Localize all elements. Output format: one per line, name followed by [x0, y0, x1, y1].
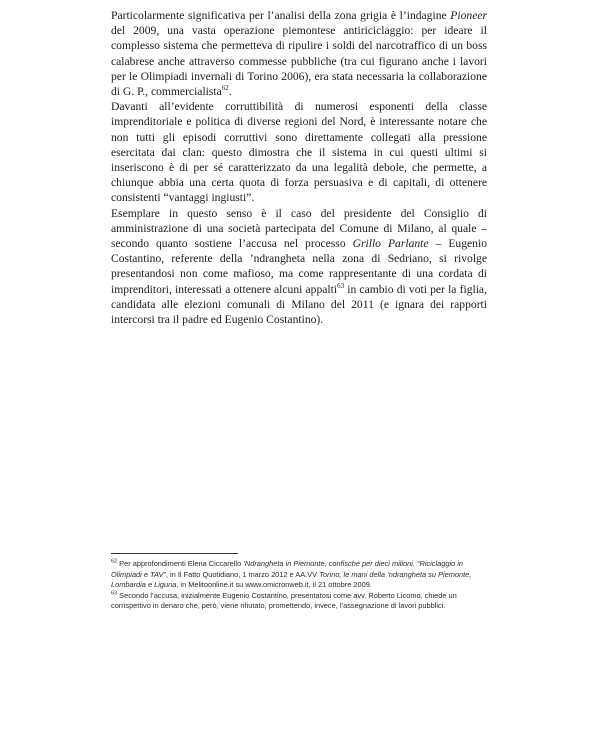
italic-title: Grillo Parlante — [352, 237, 429, 251]
footnote-number: 62 — [111, 558, 118, 565]
paragraph-esemplare — [111, 206, 487, 328]
footnote-text: , in Il Fatto Quotidiano, 1 marzo 2012 e AA.VV — [165, 569, 320, 579]
body-text — [111, 8, 487, 327]
footnote-text: Per approfondimenti Elena Ciccarello — [117, 559, 244, 568]
paragraph-corruttibilita: Davanti all’evidente corruttibilità di numerosi esponenti della classe imprenditoriale e politica di diverse regioni del Nord, è interessante notare che non tutti gli episodi corruttivi sono direttamente collegati alla pressione esercitata dai clan: questo dimostra che il sistema in cui questi ultimi si inseriscono è di per sé caratterizzato da una legalità debole, che permette, a chiunque abbia una certa quota di forza persuasiva e di capitali, di ottenere consistenti “vantaggi ingiusti”. — [111, 100, 487, 205]
paragraph-pioneer — [111, 8, 487, 99]
footnote-ref-62: 62 — [221, 84, 229, 93]
paragraph-text: Particolarmente significativa per l’analisi della zona grigia è l’indagine — [111, 9, 451, 22]
footnote-italic: ’Ndrangheta in Piemonte, confische per dieci milioni. “Riciclaggio in Olimpiadi e TAV” — [111, 559, 464, 579]
paragraph-text: – Eugenio Costantino, referente della ’ndrangheta nella zona di Sedriano, si rivolge presentandosi non come mafioso, ma come rappresentante di una cordata di imprenditori, interessati a ottenere alcuni appalti — [111, 237, 487, 296]
footnote-text: Secondo l’accusa, inizialmente Eugenio Costantino, presentatosi come avv. Roberto Licomo, chiede un corrispettivo in denaro che, però, viene rifiutato, promettendo, invece, l’assegnazione di lavori pubblici. — [111, 590, 457, 611]
paragraph-text: del 2009, una vasta operazione piemontese antiriciclaggio: per ideare il complesso sistema che permetteva di ripulire i soldi del narcotraffico di un boss calabrese anche attraverso commesse pubbliche (tra cui figurano anche i lavori per le Olimpiadi invernali di Torino 2006), era stata necessaria la collaborazione di G. P., commercialista — [111, 24, 487, 99]
footnotes — [111, 559, 491, 612]
paragraph-text: Esemplare in questo senso è il caso del presidente del Consiglio di amministrazione di una società partecipata del Comune di Milano, al quale – secondo quanto sostiene l’accusa nel processo — [111, 206, 487, 251]
footnote-63 — [111, 591, 491, 612]
footnote-62 — [111, 559, 491, 591]
footnote-italic: Torino, le mani della ’ndrangheta su Piemonte, Lombardia e Liguria — [111, 569, 472, 590]
paragraph-text: in cambio di voti per la figlia, candidata alle elezioni comunali di Milano del 2011 (e ignara dei rapporti intercorsi tra il padre ed Eugenio Costantino). — [111, 282, 487, 327]
footnote-divider — [111, 553, 238, 554]
paragraph-text: . — [228, 85, 232, 99]
footnote-text: , in Melitoonline.it su www.omicronweb.it, il 21 ottobre 2009. — [176, 580, 372, 590]
footnote-ref-63: 63 — [337, 281, 345, 290]
italic-title: Pioneer — [450, 9, 487, 22]
footnote-number: 63 — [111, 590, 118, 597]
